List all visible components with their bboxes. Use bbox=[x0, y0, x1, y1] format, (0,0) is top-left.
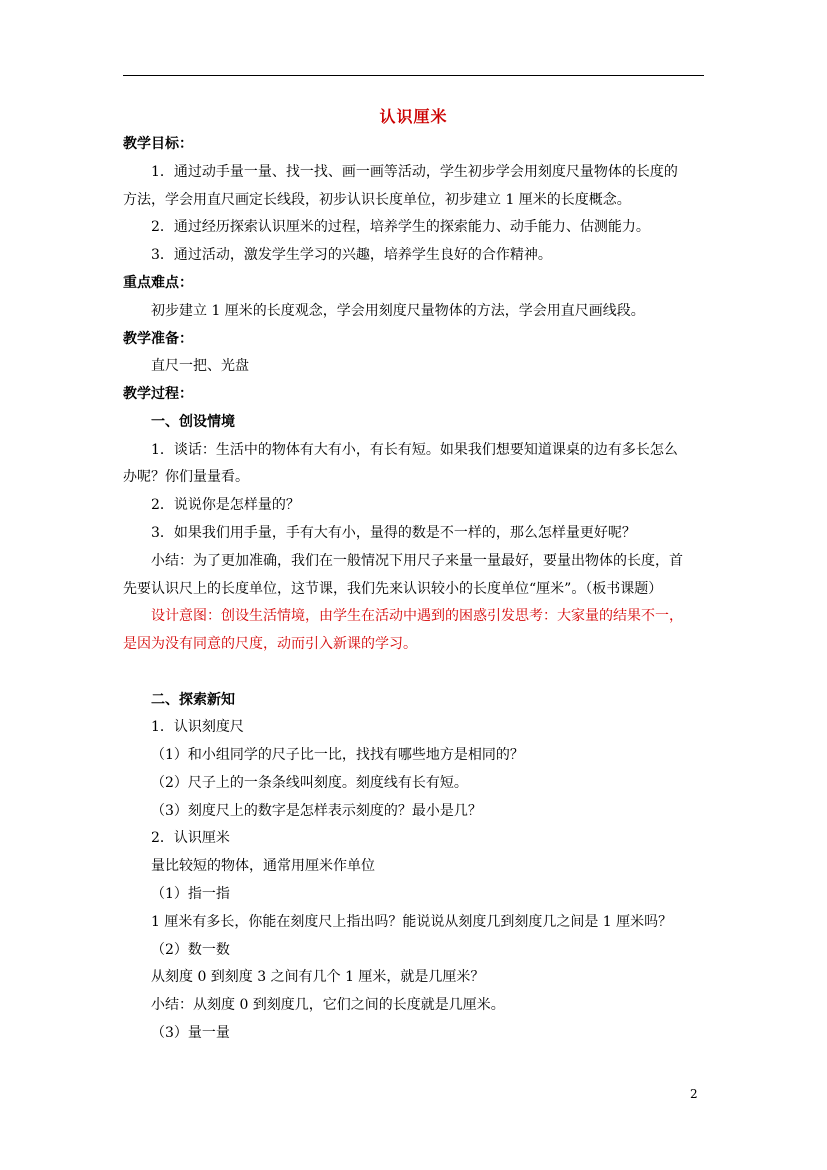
section-heading-preparation: 教学准备： bbox=[123, 331, 193, 347]
section-heading-key-points: 重点难点： bbox=[123, 275, 193, 291]
paragraph-line: （3）量一量 bbox=[151, 1025, 230, 1041]
paragraph-line: 1 厘米有多长，你能在刻度尺上指出吗？能说说从刻度几到刻度几之间是 1 厘米吗？ bbox=[151, 914, 673, 930]
paragraph-line: （1）指一指 bbox=[151, 886, 230, 902]
paragraph-line: 先要认识尺上的长度单位，这节课，我们先来认识较小的长度单位“厘米”。（板书课题） bbox=[123, 581, 663, 597]
paragraph-line: 从刻度 0 到刻度 3 之间有几个 1 厘米，就是几厘米？ bbox=[151, 969, 485, 985]
paragraph-line: （1）和小组同学的尺子比一比，找找有哪些地方是相同的？ bbox=[151, 747, 524, 763]
paragraph-line: 1．谈话：生活中的物体有大有小，有长有短。如果我们想要知道课桌的边有多长怎么 bbox=[151, 442, 678, 458]
paragraph-line: 小结：为了更加准确，我们在一般情况下用尺子来量一量最好，要量出物体的长度，首 bbox=[151, 553, 683, 569]
paragraph-line: 初步建立 1 厘米的长度观念，学会用刻度尺量物体的方法，学会用直尺画线段。 bbox=[151, 303, 645, 319]
paragraph-line: 1．认识刻度尺 bbox=[151, 719, 244, 735]
paragraph-line: （2）数一数 bbox=[151, 942, 230, 958]
paragraph-line: 小结：从刻度 0 到刻度几，它们之间的长度就是几厘米。 bbox=[151, 997, 505, 1013]
paragraph-line: 量比较短的物体，通常用厘米作单位 bbox=[151, 858, 375, 874]
header-rule bbox=[123, 75, 704, 76]
design-intent-line: 是因为没有同意的尺度，动而引入新课的学习。 bbox=[123, 636, 417, 652]
paragraph-line: 办呢？你们量量看。 bbox=[123, 469, 249, 485]
paragraph-line: 2．通过经历探索认识厘米的过程，培养学生的探索能力、动手能力、估测能力。 bbox=[151, 219, 650, 235]
subsection-heading: 一、创设情境 bbox=[151, 414, 235, 430]
paragraph-line: （2）尺子上的一条条线叫刻度。刻度线有长有短。 bbox=[151, 775, 468, 791]
section-heading-process: 教学过程： bbox=[123, 386, 193, 402]
paragraph-line: （3）刻度尺上的数字是怎样表示刻度的？最小是几？ bbox=[151, 803, 482, 819]
section-heading-goals: 教学目标： bbox=[123, 136, 193, 152]
paragraph-line: 2．认识厘米 bbox=[151, 830, 230, 846]
paragraph-line: 3．通过活动，激发学生学习的兴趣，培养学生良好的合作精神。 bbox=[151, 247, 552, 263]
subsection-heading: 二、探索新知 bbox=[151, 692, 235, 708]
paragraph-line: 方法，学会用直尺画定长线段，初步认识长度单位，初步建立 1 厘米的长度概念。 bbox=[123, 192, 631, 208]
design-intent-line: 设计意图：创设生活情境，由学生在活动中遇到的困惑引发思考：大家量的结果不一， bbox=[151, 608, 683, 624]
page-title: 认识厘米 bbox=[379, 107, 448, 126]
page-number: 2 bbox=[690, 1087, 698, 1101]
paragraph-line: 1．通过动手量一量、找一找、画一画等活动，学生初步学会用刻度尺量物体的长度的 bbox=[151, 164, 678, 180]
paragraph-line: 3．如果我们用手量，手有大有小，量得的数是不一样的，那么怎样量更好呢？ bbox=[151, 525, 636, 541]
paragraph-line: 2．说说你是怎样量的？ bbox=[151, 497, 300, 513]
paragraph-line: 直尺一把、光盘 bbox=[151, 358, 249, 374]
